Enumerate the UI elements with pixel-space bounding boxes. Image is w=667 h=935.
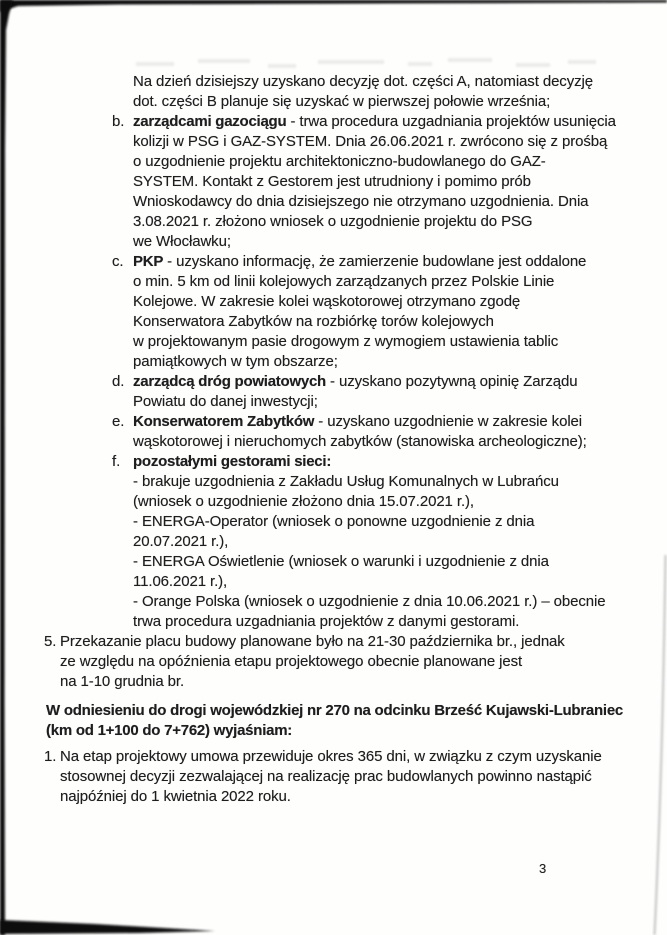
scan-top-edge bbox=[0, 0, 667, 12]
text-line: na 1-10 grudnia br. bbox=[60, 673, 185, 690]
text-line: we Włocławku; bbox=[133, 233, 231, 250]
text-line: Przekazanie placu budowy planowane było na 21-30 października br., jednak bbox=[60, 633, 565, 650]
text-line: - Orange Polska (wniosek o uzgodnienie z dnia 10.06.2021 r.) – obecnie bbox=[133, 593, 606, 610]
text-line: (wniosek o uzgodnienie złożono dnia 15.07.2021 r.), bbox=[133, 493, 474, 510]
text-line: najpóźniej do 1 kwietnia 2022 roku. bbox=[60, 788, 291, 805]
text-line: Powiatu do danej inwestycji; bbox=[133, 393, 318, 410]
item-label: f. bbox=[112, 453, 121, 470]
page-number: 3 bbox=[539, 861, 547, 876]
text-line: 3.08.2021 r. złożono wniosek o uzgodnienie projektu do PSG bbox=[133, 213, 533, 230]
text-line: 11.06.2021 r.), bbox=[133, 573, 228, 590]
item-label: 5. bbox=[44, 633, 57, 650]
item-label: e. bbox=[112, 413, 125, 430]
text-line: Wnioskodawcy do dnia dzisiejszego nie otrzymano uzgodnienia. Dnia bbox=[133, 193, 589, 210]
text-line: Konserwatorem Zabytków - uzyskano uzgodnienie w zakresie kolei bbox=[133, 413, 583, 430]
item-5 bbox=[0, 632, 657, 692]
item-b bbox=[0, 112, 657, 252]
scan-bottom-wedge bbox=[0, 920, 215, 934]
text-line: zarządcą dróg powiatowych - uzyskano pozytywną opinię Zarządu bbox=[133, 373, 578, 390]
text-line: dot. części B planuje się uzyskać w pierwszej połowie września; bbox=[133, 93, 551, 110]
text-line: o min. 5 km od linii kolejowych zarządzanych przez Polskie Linie bbox=[133, 273, 555, 290]
bleed-through-marks bbox=[136, 58, 596, 68]
text-line: pamiątkowych w tym obszarze; bbox=[133, 353, 338, 370]
text-line: stosownej decyzji zezwalającej na realizację prac budowlanych powinno nastąpić bbox=[60, 768, 592, 785]
item-label: 1. bbox=[44, 748, 57, 765]
item-label: b. bbox=[112, 113, 125, 130]
item-a-continuation bbox=[0, 72, 657, 112]
road-270-heading bbox=[0, 701, 657, 741]
text-line: Konserwatora Zabytków na rozbiórkę torów kolejowych bbox=[133, 313, 494, 330]
text-line: PKP - uzyskano informację, że zamierzenie budowlane jest oddalone bbox=[133, 253, 587, 270]
text-line: ze względu na opóźnienia etapu projektowego obecnie planowane jest bbox=[60, 653, 523, 670]
text-line: zarządcami gazociągu - trwa procedura uzgadniania projektów usunięcia bbox=[133, 113, 616, 130]
text-line: pozostałymi gestorami sieci: bbox=[133, 453, 332, 470]
text-line: - ENERGA Oświetlenie (wniosek o warunki i uzgodnienie z dnia bbox=[133, 553, 549, 570]
text-line: Na dzień dzisiejszy uzyskano decyzję dot. części A, natomiast decyzję bbox=[133, 73, 593, 90]
item-1 bbox=[0, 747, 657, 807]
text-line: Na etap projektowy umowa przewiduje okres 365 dni, w związku z czym uzyskanie bbox=[60, 748, 602, 765]
text-line: - ENERGA-Operator (wniosek o ponowne uzgodnienie z dnia bbox=[133, 513, 535, 530]
text-line: kolizji w PSG i GAZ-SYSTEM. Dnia 26.06.2021 r. zwrócono się z prośbą bbox=[133, 133, 608, 150]
text-line: o uzgodnienie projektu architektoniczno-budowlanego do GAZ- bbox=[133, 153, 546, 170]
item-label: d. bbox=[112, 373, 125, 390]
text-line: SYSTEM. Kontakt z Gestorem jest utrudniony i pomimo prób bbox=[133, 173, 531, 190]
item-e bbox=[0, 412, 657, 452]
text-line: w projektowanym pasie drogowym z wymogiem ustawienia tablic bbox=[133, 333, 559, 350]
item-label: c. bbox=[112, 253, 124, 270]
text-line: W odniesieniu do drogi wojewódzkiej nr 270 na odcinku Brześć Kujawski-Lubraniec bbox=[46, 702, 624, 719]
text-line: trwa procedura uzgadniania projektów z danymi gestorami. bbox=[133, 613, 520, 630]
item-d bbox=[0, 372, 657, 412]
item-c bbox=[0, 252, 657, 372]
text-line: wąskotorowej i nieruchomych zabytków (stanowiska archeologiczne); bbox=[133, 433, 587, 450]
text-line: - brakuje uzgodnienia z Zakładu Usług Komunalnych w Lubrańcu bbox=[133, 473, 559, 490]
text-line: Kolejowe. W zakresie kolei wąskotorowej otrzymano zgodę bbox=[133, 293, 521, 310]
document-content bbox=[0, 72, 657, 807]
text-line: (km od 1+100 do 7+762) wyjaśniam: bbox=[46, 722, 293, 739]
text-line: 20.07.2021 r.), bbox=[133, 533, 229, 550]
item-f bbox=[0, 452, 657, 632]
